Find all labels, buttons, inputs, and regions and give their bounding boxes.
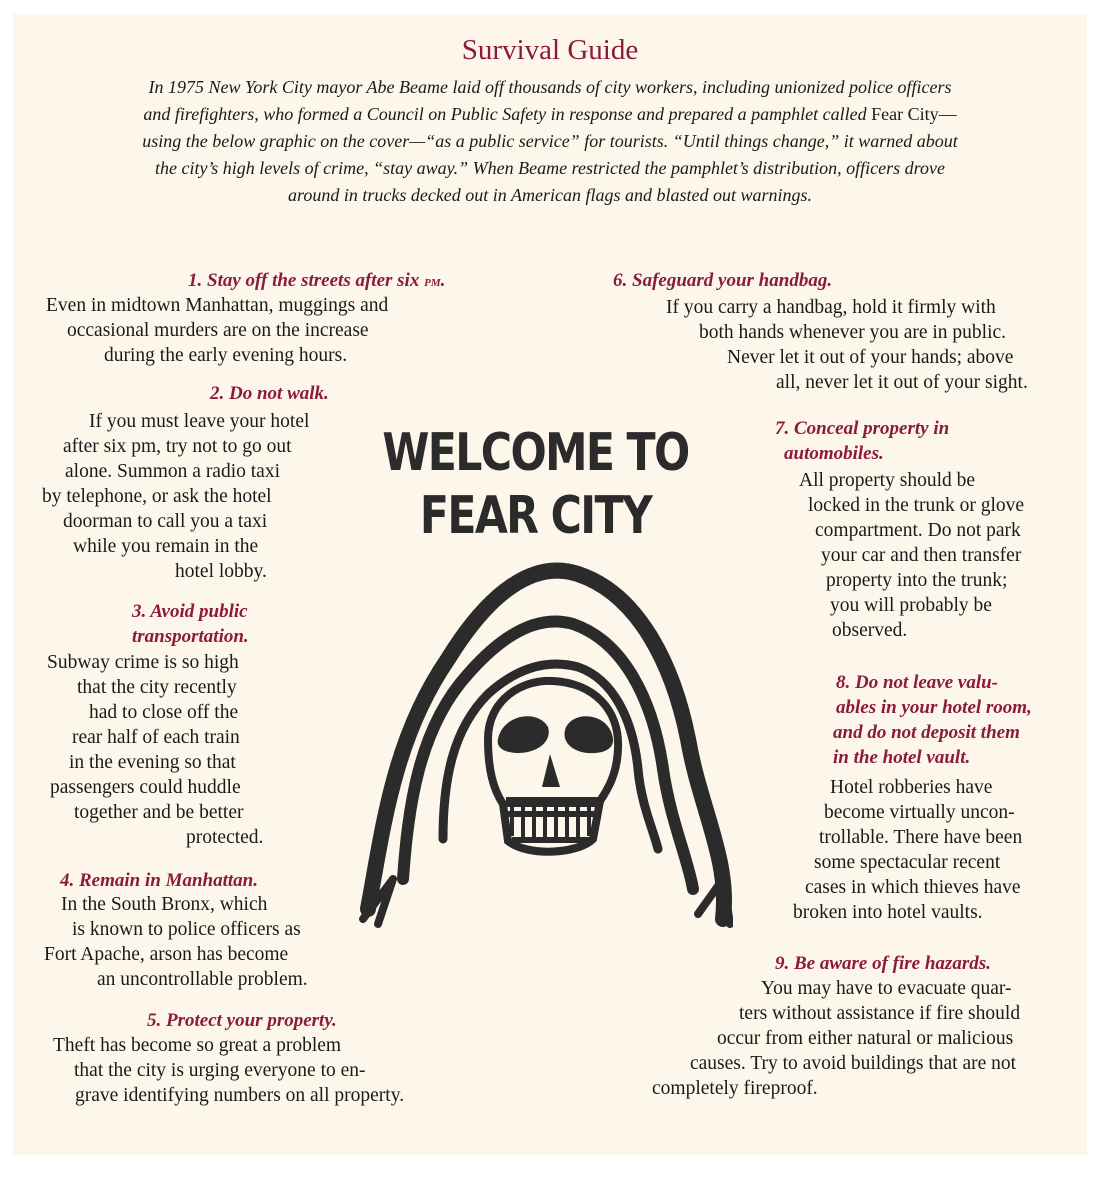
tip-3-body-line: passengers could huddle — [50, 777, 241, 798]
tip-5-body-line: Theft has become so great a problem — [53, 1035, 342, 1056]
tip-8-heading — [833, 670, 1032, 770]
tip-6-heading-text: 6. Safeguard your handbag. — [613, 270, 833, 291]
tip-8-body — [793, 775, 1022, 925]
tip-8-body-line: some spectacular recent — [814, 852, 1001, 873]
tip-3-body-line: had to close off the — [89, 702, 239, 723]
tip-8-heading-line: 8. Do not leave valu- — [836, 672, 999, 693]
tip-4-body-line: is known to police officers as — [72, 919, 301, 940]
tip-8-body-line: trollable. There have been — [819, 827, 1023, 848]
tip-7-body-line: property into the trunk; — [826, 570, 1008, 591]
tip-6-body-line: both hands whenever you are in public. — [699, 322, 1007, 343]
tip-5-heading — [147, 1008, 337, 1033]
tip-3-body-line: that the city recently — [77, 677, 237, 698]
tip-1-body-line: occasional murders are on the increase — [67, 320, 369, 341]
fear-city-poster — [338, 409, 733, 929]
tip-7-body-line: you will probably be — [830, 595, 992, 616]
tip-9-heading — [775, 951, 991, 976]
tip-6-body-line: If you carry a handbag, hold it firmly with — [666, 297, 996, 318]
tip-3-body-line: protected. — [186, 827, 264, 848]
tip-9-body — [652, 976, 1020, 1101]
tip-1-heading-period: . — [440, 270, 446, 291]
page-title: Survival Guide — [461, 34, 639, 66]
tip-9-heading-text: 9. Be aware of fire hazards. — [775, 953, 991, 974]
page — [13, 14, 1087, 1155]
tip-3-body-line: together and be better — [74, 802, 244, 823]
tip-3-body-line: rear half of each train — [72, 727, 240, 748]
tip-1-heading-text: 1. Stay off the streets after six — [188, 270, 425, 291]
tip-1-body-line: during the early evening hours. — [104, 345, 348, 366]
tip-9-body-line: occur from either natural or malicious — [717, 1028, 1014, 1049]
tip-3-body-line: Subway crime is so high — [47, 652, 239, 673]
intro-line: using the below graphic on the cover—“as a public service” for tourists. “Until things change,” it warned about — [142, 131, 958, 151]
intro-line: In 1975 New York City mayor Abe Beame laid off thousands of city workers, including unionized police officers — [148, 77, 952, 97]
tip-8-body-line: become virtually uncon- — [824, 802, 1015, 823]
tip-9-body-line: You may have to evacuate quar- — [761, 978, 1012, 999]
tip-5-body-line: grave identifying numbers on all property. — [75, 1085, 405, 1106]
tip-6-body-line: Never let it out of your hands; above — [727, 347, 1014, 368]
intro-line-text: and firefighters, who formed a Council on Public Safety in response and prepared a pamphlet called — [143, 104, 872, 124]
tip-7-body-line: All property should be — [799, 470, 976, 491]
tip-5-body — [53, 1033, 404, 1108]
tip-9-body-line: ters without assistance if fire should — [739, 1003, 1021, 1024]
tip-8-heading-line: and do not deposit them — [833, 722, 1020, 743]
tip-3-heading-line: 3. Avoid public — [132, 601, 248, 622]
tip-4-body — [44, 892, 308, 992]
tip-7-body-line: your car and then transfer — [821, 545, 1022, 566]
tip-1-heading-pm: pm — [424, 273, 441, 290]
poster-title-line-1: WELCOME TO — [382, 423, 689, 483]
tip-7-body-line: observed. — [832, 620, 908, 641]
intro-paragraph — [68, 74, 1032, 209]
tip-8-body-line: Hotel robberies have — [830, 777, 993, 798]
tip-7-body — [799, 468, 1024, 643]
tip-4-body-line: an uncontrollable problem. — [97, 969, 308, 990]
intro-line: around in trucks decked out in American flags and blasted out warnings. — [288, 185, 812, 205]
tip-4-body-line: Fort Apache, arson has become — [44, 944, 289, 965]
tip-5-body-line: that the city is urging everyone to en- — [74, 1060, 366, 1081]
tip-7-heading — [775, 416, 949, 466]
tip-9-body-line: completely fireproof. — [652, 1078, 818, 1099]
tip-2-body-line: doorman to call you a taxi — [63, 511, 268, 532]
tip-2-body-line: after six pm, try not to go out — [63, 436, 292, 457]
tip-2-body — [42, 409, 309, 584]
tip-8-body-line: broken into hotel vaults. — [793, 902, 983, 923]
tip-8-heading-line: ables in your hotel room, — [836, 697, 1032, 718]
tip-6-heading — [613, 268, 832, 293]
tip-8-body-line: cases in which thieves have — [805, 877, 1021, 898]
tip-3-heading-line: transportation. — [132, 626, 249, 647]
intro-line: the city’s high levels of crime, “stay away.” When Beame restricted the pamphlet’s distribution, officers drove — [155, 158, 945, 178]
poster-title-line-2: FEAR CITY — [419, 486, 652, 546]
tip-8-heading-line: in the hotel vault. — [833, 747, 971, 768]
tip-5-heading-text: 5. Protect your property. — [147, 1010, 337, 1031]
tip-2-body-line: hotel lobby. — [175, 561, 267, 582]
tip-7-body-line: locked in the trunk or glove — [808, 495, 1025, 516]
tip-2-body-line: by telephone, or ask the hotel — [42, 486, 272, 507]
tip-1-body — [46, 293, 388, 368]
tip-2-heading — [210, 381, 329, 406]
tip-7-heading-line: automobiles. — [784, 443, 884, 464]
tip-7-body-line: compartment. Do not park — [815, 520, 1021, 541]
tip-3-body — [47, 650, 263, 850]
tip-1-heading — [188, 268, 445, 294]
tip-2-heading-text: 2. Do not walk. — [210, 383, 329, 404]
tip-1-body-line: Even in midtown Manhattan, muggings and — [46, 295, 389, 316]
tip-2-body-line: while you remain in the — [73, 536, 259, 557]
tip-9-body-line: causes. Try to avoid buildings that are not — [690, 1053, 1017, 1074]
tip-4-body-line: In the South Bronx, which — [61, 894, 268, 915]
tip-4-heading — [60, 868, 258, 893]
tip-3-body-line: in the evening so that — [69, 752, 236, 773]
skull-hood-icon — [338, 409, 733, 929]
tip-2-body-line: alone. Summon a radio taxi — [65, 461, 280, 482]
tip-6-body — [666, 295, 1028, 395]
tip-6-body-line: all, never let it out of your sight. — [776, 372, 1028, 393]
tip-3-heading — [132, 599, 249, 649]
tip-7-heading-line: 7. Conceal property in — [775, 418, 950, 439]
tip-4-heading-text: 4. Remain in Manhattan. — [60, 870, 258, 891]
pamphlet-name: Fear City— — [871, 104, 957, 124]
intro-line — [68, 101, 1032, 128]
tip-2-body-line: If you must leave your hotel — [89, 411, 310, 432]
